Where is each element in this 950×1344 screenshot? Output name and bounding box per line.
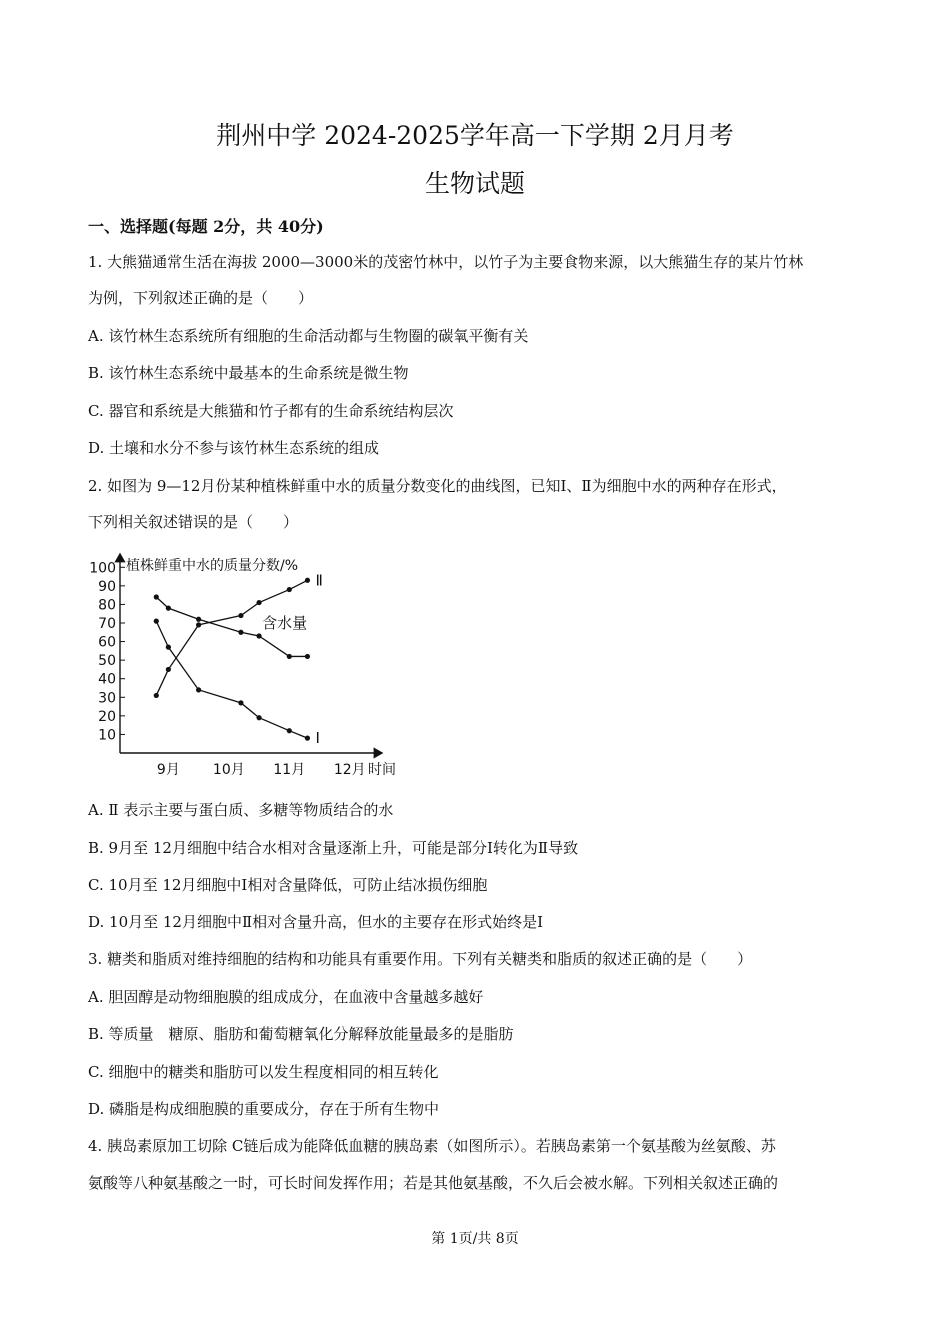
q3-option-b: B. 等质量 糖原、脂肪和葡萄糖氧化分解释放能量最多的是脂肪 <box>88 1025 514 1043</box>
y-tick-label: 70 <box>98 616 116 632</box>
data-point <box>154 619 159 624</box>
y-tick-label: 30 <box>98 690 116 707</box>
q1-stem-line-2: 为例，下列叙述正确的是（ ） <box>88 289 314 307</box>
section-heading: 一、选择题(每题 2分，共 40分) <box>88 217 324 236</box>
data-point <box>196 622 201 627</box>
q3-option-a: A. 胆固醇是动物细胞膜的组成成分，在血液中含量越多越好 <box>88 988 484 1006</box>
y-tick-label: 100 <box>89 560 116 577</box>
q1-stem-line-1: 1. 大熊猫通常生活在海拔 2000—3000米的茂密竹林中，以竹子为主要食物来源，以大熊猫生存的某片竹林 <box>88 253 804 271</box>
data-point <box>196 687 201 692</box>
y-tick-label: 10 <box>98 727 116 744</box>
data-point <box>287 587 292 592</box>
x-tick-label: 9月 <box>156 762 180 778</box>
y-tick-label: 90 <box>98 578 116 595</box>
q4-stem-line-1: 4. 胰岛素原加工切除 C链后成为能降低血糖的胰岛素（如图所示）。若胰岛素第一个氨基酸为丝氨酸、苏 <box>88 1137 776 1155</box>
data-point <box>238 700 243 705</box>
series-label: 含水量 <box>262 614 308 632</box>
data-point <box>166 667 171 672</box>
data-point <box>256 600 261 605</box>
data-point <box>305 654 310 659</box>
q2-option-b: B. 9月至 12月细胞中结合水相对含量逐渐上升，可能是部分Ⅰ转化为Ⅱ导致 <box>88 839 579 857</box>
data-point <box>305 736 310 741</box>
x-axis-label: 时间 <box>368 762 396 778</box>
data-point <box>166 645 171 650</box>
q1-option-b: B. 该竹林生态系统中最基本的生命系统是微生物 <box>88 364 409 382</box>
series-label: Ⅰ <box>315 729 320 748</box>
q2-option-a: A. Ⅱ 表示主要与蛋白质、多糖等物质结合的水 <box>88 801 394 819</box>
q1-option-d: D. 土壤和水分不参与该竹林生态系统的组成 <box>88 439 380 457</box>
series-line-2 <box>156 621 307 738</box>
y-axis-label: 植株鲜重中水的质量分数/% <box>126 558 299 574</box>
series-line-1 <box>156 580 307 695</box>
data-point <box>256 633 261 638</box>
data-point <box>238 613 243 618</box>
data-point <box>166 606 171 611</box>
data-point <box>287 654 292 659</box>
data-point <box>305 578 310 583</box>
page-footer: 第 1页/共 8页 <box>431 1231 519 1247</box>
x-tick-label: 10月 <box>212 762 245 778</box>
exam-title: 荆州中学 2024-2025学年高一下学期 2月月考 <box>216 121 734 150</box>
water-content-chart <box>80 548 410 784</box>
data-point <box>256 715 261 720</box>
q2-option-d: D. 10月至 12月细胞中Ⅱ相对含量升高，但水的主要存在形式始终是Ⅰ <box>88 913 544 931</box>
q3-option-c: C. 细胞中的糖类和脂肪可以发生程度相同的相互转化 <box>88 1063 439 1081</box>
data-point <box>154 693 159 698</box>
q4-stem-line-2: 氨酸等八种氨基酸之一时，可长时间发挥作用；若是其他氨基酸，不久后会被水解。下列相关叙述正确的 <box>88 1174 779 1192</box>
q1-option-c: C. 器官和系统是大熊猫和竹子都有的生命系统结构层次 <box>88 402 454 420</box>
x-tick-label: 12月 <box>333 762 366 778</box>
y-tick-label: 40 <box>98 671 116 688</box>
q3-option-d: D. 磷脂是构成细胞膜的重要成分，存在于所有生物中 <box>88 1100 440 1118</box>
q2-stem-line-1: 2. 如图为 9—12月份某种植株鲜重中水的质量分数变化的曲线图，已知Ⅰ、Ⅱ为细胞中水的两种存在形式， <box>88 477 787 495</box>
data-point <box>154 594 159 599</box>
y-tick-label: 60 <box>98 634 116 651</box>
x-tick-label: 11月 <box>273 762 306 778</box>
y-tick-label: 50 <box>98 653 116 670</box>
q3-stem-line-1: 3. 糖类和脂质对维持细胞的结构和功能具有重要作用。下列有关糖类和脂质的叙述正确的是（ ） <box>88 950 753 968</box>
data-point <box>287 728 292 733</box>
q2-stem-line-2: 下列相关叙述错误的是（ ） <box>88 513 299 531</box>
data-point <box>238 630 243 635</box>
data-point <box>196 617 201 622</box>
q2-option-c: C. 10月至 12月细胞中Ⅰ相对含量降低，可防止结冰损伤细胞 <box>88 876 488 894</box>
y-tick-label: 80 <box>98 597 116 614</box>
exam-subtitle: 生物试题 <box>424 169 525 198</box>
series-label: Ⅱ <box>315 571 323 590</box>
y-tick-label: 20 <box>98 708 116 725</box>
q1-option-a: A. 该竹林生态系统所有细胞的生命活动都与生物圈的碳氧平衡有关 <box>88 327 529 345</box>
